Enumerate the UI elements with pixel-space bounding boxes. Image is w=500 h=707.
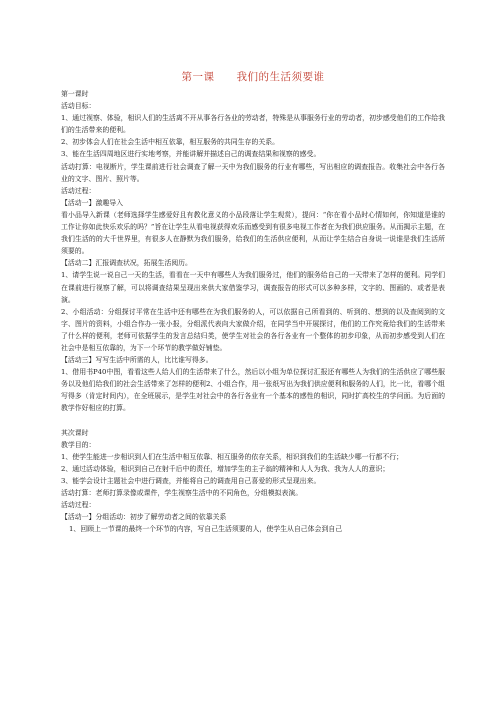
paragraph: 其次课时 bbox=[61, 428, 89, 437]
paragraph: 1、请学生说一说自己一天的生活，看看在一天中有哪些人为我们服务过，他们的服务给自己的一天带来了怎样的便利。同学们在课前进行视察了解，可以将调查结果呈现出来供大家借鉴学习，调查报告的形式可以多种多样，文字的、图画的、或者是表演。 bbox=[61, 271, 445, 304]
document-page bbox=[61, 70, 445, 535]
paragraph: 看小品导入新课（老师选择学生感爱好且有教化意义的小品段落让学生观赏），提问：“你在看小品时心情如何，你知道是谁的工作让你如此快乐欢乐的吗？”旨在让学生从看电视获得欢乐而感受到有很多电视工作者在为我们供应服务。从而揭示主题，在我们生活的的大千世界里，有很多人在静默为我们服务，给我们的生活供应便利，从而让学生结合自身说一说谁是我们生活所须要的。 bbox=[61, 210, 445, 256]
paragraph: 【活动二】汇报调查状况，拓展生活阅历。 bbox=[61, 259, 192, 268]
paragraph: 教学目的： bbox=[61, 440, 96, 449]
document-title: 第一课 我们的生活须要谁 bbox=[181, 71, 325, 83]
paragraph: 1、回顾上一节课的最终一个环节的内容，写自己生活须要的人，使学生从自己体会到自己 bbox=[69, 525, 343, 534]
paragraph: 2、小组活动：分组探讨平常在生活中还有哪些在为我们服务的人，可以依据自己所看到的、听到的、想到的以及查阅到的文字、图片的资料，小组合作办一张小报，分组派代表向大家做介绍，在同学当中开展探讨，他们的工作究竟给我们的生活带来了什么样的便利，老师可依据学生的发言总结归类，使学生对社会的各行各业有一个整体的初步印象，从而初步感受到人们在社会中是相互依靠的，为下一个环节的教学做好铺垫。 bbox=[61, 307, 445, 352]
paragraph: 1、借用书P40中图，看看这些人给人们的生活带来了什么，然后以小组为单位探讨汇报还有哪些人为我们的生活供应了哪些服务以及他们给我们的社会生活带来了怎样的便利2、小组合作，用一张纸写出为我们供应便利和服务的人们，比一比，看哪个组写得多（肯定时间内），在全班展示，是学生对社会中的各行各业有一个基本的感性的相识，同时扩高校生的学问面。为后面的教学作好相应的打算。 bbox=[61, 368, 445, 413]
paragraph: 2、初步体会人们在社会生活中相互依靠，相互服务的共同生存的关系。 bbox=[61, 138, 279, 147]
document-body bbox=[61, 88, 445, 535]
paragraph: 【活动三】写写生活中所需的人，比比谁写得多。 bbox=[61, 356, 213, 365]
paragraph: 1、通过视察、体验，相识人们的生活离不开从事各行各业的劳动者，特殊是从事服务行业的劳动者，初步感受他们的工作给我们的生活带来的便利。 bbox=[61, 114, 445, 135]
paragraph: 【活动一】分组活动：初步了解劳动者之间的依靠关系 bbox=[61, 513, 227, 522]
paragraph: 2、通过活动体验，相识到自己在射千后中的责任，增加学生的主子翁的精神和人人为我、我为人人的意识； bbox=[61, 464, 390, 473]
paragraph: 活动目标： bbox=[61, 102, 96, 111]
paragraph: 活动过程： bbox=[61, 186, 96, 195]
paragraph: 【活动一】激趣导入 bbox=[61, 198, 124, 207]
paragraph: 3、能学会设计主题社会中进行调查，并能将自己的调查用自己喜爱的形式呈现出来。 bbox=[61, 477, 321, 485]
paragraph: 活动打算：电视断片，学生课前进行社会调查了解一天中为我们服务的行业有哪些，写出相应的调查报告。收集社会中各行各业的文字、图片、照片等。 bbox=[61, 162, 445, 183]
paragraph: 3、能在生活四周地区进行实地考察，并能讲解并描述自己的调查结果和视察的感受。 bbox=[61, 150, 321, 159]
paragraph: 第一课时 bbox=[61, 90, 89, 98]
paragraph-spacer bbox=[61, 415, 445, 427]
paragraph: 活动打算：老师打算录像或课件，学生视察生活中的不同角色，分组模拟表演。 bbox=[61, 489, 303, 498]
paragraph: 1、使学生能进一步相识到人们在生活中相互依靠、相互服务的依存关系，相识到我们的生活缺少哪一行都不行； bbox=[61, 452, 404, 461]
paragraph: 活动过程： bbox=[61, 501, 96, 510]
